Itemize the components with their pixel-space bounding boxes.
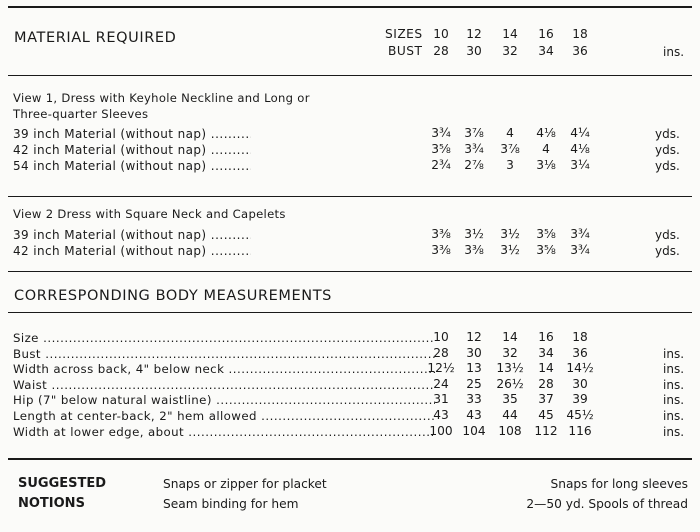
row-label-text: Width across back, 4" below neck ..... <box>13 362 435 376</box>
row-unit: yds. <box>655 127 680 141</box>
bust-value: 34 <box>538 44 554 58</box>
row-value: 18 <box>572 330 588 344</box>
row-value: 44 <box>502 408 518 422</box>
sizes-label: SIZES <box>385 27 423 41</box>
row-value: 34 <box>538 345 554 360</box>
row-label <box>13 127 251 141</box>
row-value: 45 <box>538 408 554 422</box>
row-unit: ins. <box>663 346 685 361</box>
rule-after-view1 <box>8 196 692 197</box>
row-value: 3⅜ <box>431 243 451 257</box>
row-value: 4⅛ <box>570 142 590 156</box>
row-label-text: Waist ..... <box>13 378 435 392</box>
row-label <box>13 228 251 242</box>
header-unit: ins. <box>663 45 685 59</box>
row-value: 4⅛ <box>536 126 556 140</box>
row-label-text: Size ..... <box>13 331 435 345</box>
row-value: 108 <box>498 423 522 438</box>
suggested-label: SUGGESTED <box>18 476 107 491</box>
row-label <box>13 143 251 157</box>
row-unit: yds. <box>655 143 680 157</box>
row-value: 4 <box>506 126 514 140</box>
row-value: 43 <box>433 408 449 422</box>
size-value: 16 <box>538 27 554 41</box>
row-value: 3⅛ <box>536 158 556 172</box>
row-label <box>13 378 435 392</box>
row-label-text: 42 inch Material (without nap) ..... <box>13 244 251 258</box>
row-value: 3 <box>506 158 514 172</box>
row-value: 4 <box>542 142 550 156</box>
row-value: 43 <box>466 408 482 422</box>
view1-title-line1: View 1, Dress with Keyhole Neckline and Long or <box>13 91 310 105</box>
row-label-text: Bust ..... <box>13 347 435 361</box>
top-rule <box>8 6 692 8</box>
row-unit: ins. <box>663 362 685 377</box>
row-unit: yds. <box>655 244 680 258</box>
size-value: 18 <box>572 27 588 41</box>
notion-thread: 2—50 yd. Spools of thread <box>526 497 688 511</box>
row-value: 31 <box>433 392 449 407</box>
material-required-title: MATERIAL REQUIRED <box>14 30 177 46</box>
row-value: 14 <box>502 330 518 344</box>
row-unit: ins. <box>663 377 685 392</box>
row-value: 37 <box>538 392 554 407</box>
row-value: 3¾ <box>464 142 484 156</box>
row-value: 116 <box>568 423 592 438</box>
row-value: 32 <box>502 345 518 360</box>
row-value: 28 <box>538 376 554 391</box>
row-value: 3⅝ <box>536 243 556 257</box>
bust-value: 36 <box>572 44 588 58</box>
row-value: 33 <box>466 392 482 407</box>
row-unit: ins. <box>663 409 685 423</box>
row-value: 3⅝ <box>536 227 556 241</box>
row-label <box>13 425 435 439</box>
row-value: 3½ <box>500 243 520 257</box>
row-value: 3¾ <box>431 126 451 140</box>
row-value: 14½ <box>566 361 594 376</box>
bust-value: 28 <box>433 44 449 58</box>
row-value: 3¼ <box>570 158 590 172</box>
row-value: 14 <box>538 361 554 376</box>
row-unit: yds. <box>655 228 680 242</box>
rule-before-notions <box>8 458 692 460</box>
row-label-text: Width at lower edge, about ..... <box>13 425 435 439</box>
row-label <box>13 331 435 345</box>
notions-label: NOTIONS <box>18 496 85 511</box>
rule-after-header <box>8 75 692 76</box>
row-value: 2⅞ <box>464 158 484 172</box>
rule-after-body-title <box>8 312 692 313</box>
row-label <box>13 409 435 423</box>
row-value: 30 <box>572 376 588 391</box>
row-value: 10 <box>433 330 449 344</box>
view2-title: View 2 Dress with Square Neck and Capelets <box>13 207 286 221</box>
row-value: 13½ <box>496 361 524 376</box>
row-value: 39 <box>572 392 588 407</box>
row-value: 25 <box>466 376 482 391</box>
row-value: 4¼ <box>570 126 590 140</box>
row-label-text: 39 inch Material (without nap) ..... <box>13 228 251 242</box>
size-value: 10 <box>433 27 449 41</box>
notion-snaps-zipper: Snaps or zipper for placket <box>163 477 327 491</box>
row-value: 3¾ <box>570 227 590 241</box>
row-value: 16 <box>538 330 554 344</box>
row-label-text: 39 inch Material (without nap) ..... <box>13 127 251 141</box>
row-unit: ins. <box>663 393 685 408</box>
row-value: 3⅜ <box>464 243 484 257</box>
row-value: 26½ <box>496 376 524 391</box>
row-value: 12 <box>466 330 482 344</box>
row-unit: yds. <box>655 159 680 173</box>
row-value: 2¾ <box>431 158 451 172</box>
body-measurements-title: CORRESPONDING BODY MEASUREMENTS <box>14 288 332 304</box>
row-value: 3⅞ <box>500 142 520 156</box>
row-value: 100 <box>429 423 453 438</box>
size-value: 14 <box>502 27 518 41</box>
row-unit: ins. <box>663 424 685 439</box>
row-value: 3½ <box>464 227 484 241</box>
row-label-text: 54 inch Material (without nap) ..... <box>13 159 251 173</box>
row-value: 3¾ <box>570 243 590 257</box>
row-label <box>13 347 435 361</box>
row-label-text: Hip (7" below natural waistline) ..... <box>13 393 435 407</box>
row-value: 112 <box>534 423 558 438</box>
rule-after-view2 <box>8 271 692 272</box>
row-value: 24 <box>433 376 449 391</box>
row-label-text: 42 inch Material (without nap) ..... <box>13 143 251 157</box>
row-value: 12½ <box>427 361 455 376</box>
notion-seam-binding: Seam binding for hem <box>163 497 299 511</box>
bust-label: BUST <box>388 44 423 58</box>
row-label <box>13 393 435 407</box>
row-value: 104 <box>462 423 486 438</box>
row-value: 30 <box>466 345 482 360</box>
row-value: 3⅜ <box>431 227 451 241</box>
row-value: 28 <box>433 345 449 360</box>
notion-snaps-long-sleeves: Snaps for long sleeves <box>550 477 688 491</box>
view1-title-line2: Three-quarter Sleeves <box>13 107 149 121</box>
row-label <box>13 159 251 173</box>
row-value: 35 <box>502 392 518 407</box>
row-label <box>13 244 251 258</box>
bust-value: 30 <box>466 44 482 58</box>
row-value: 3½ <box>500 227 520 241</box>
row-value: 36 <box>572 345 588 360</box>
row-value: 3⅞ <box>464 126 484 140</box>
row-label-text: Length at center-back, 2" hem allowed ..... <box>13 409 435 423</box>
bust-value: 32 <box>502 44 518 58</box>
row-value: 45½ <box>566 408 594 422</box>
row-value: 13 <box>466 361 482 376</box>
size-value: 12 <box>466 27 482 41</box>
row-label <box>13 362 435 376</box>
row-value: 3⅝ <box>431 142 451 156</box>
